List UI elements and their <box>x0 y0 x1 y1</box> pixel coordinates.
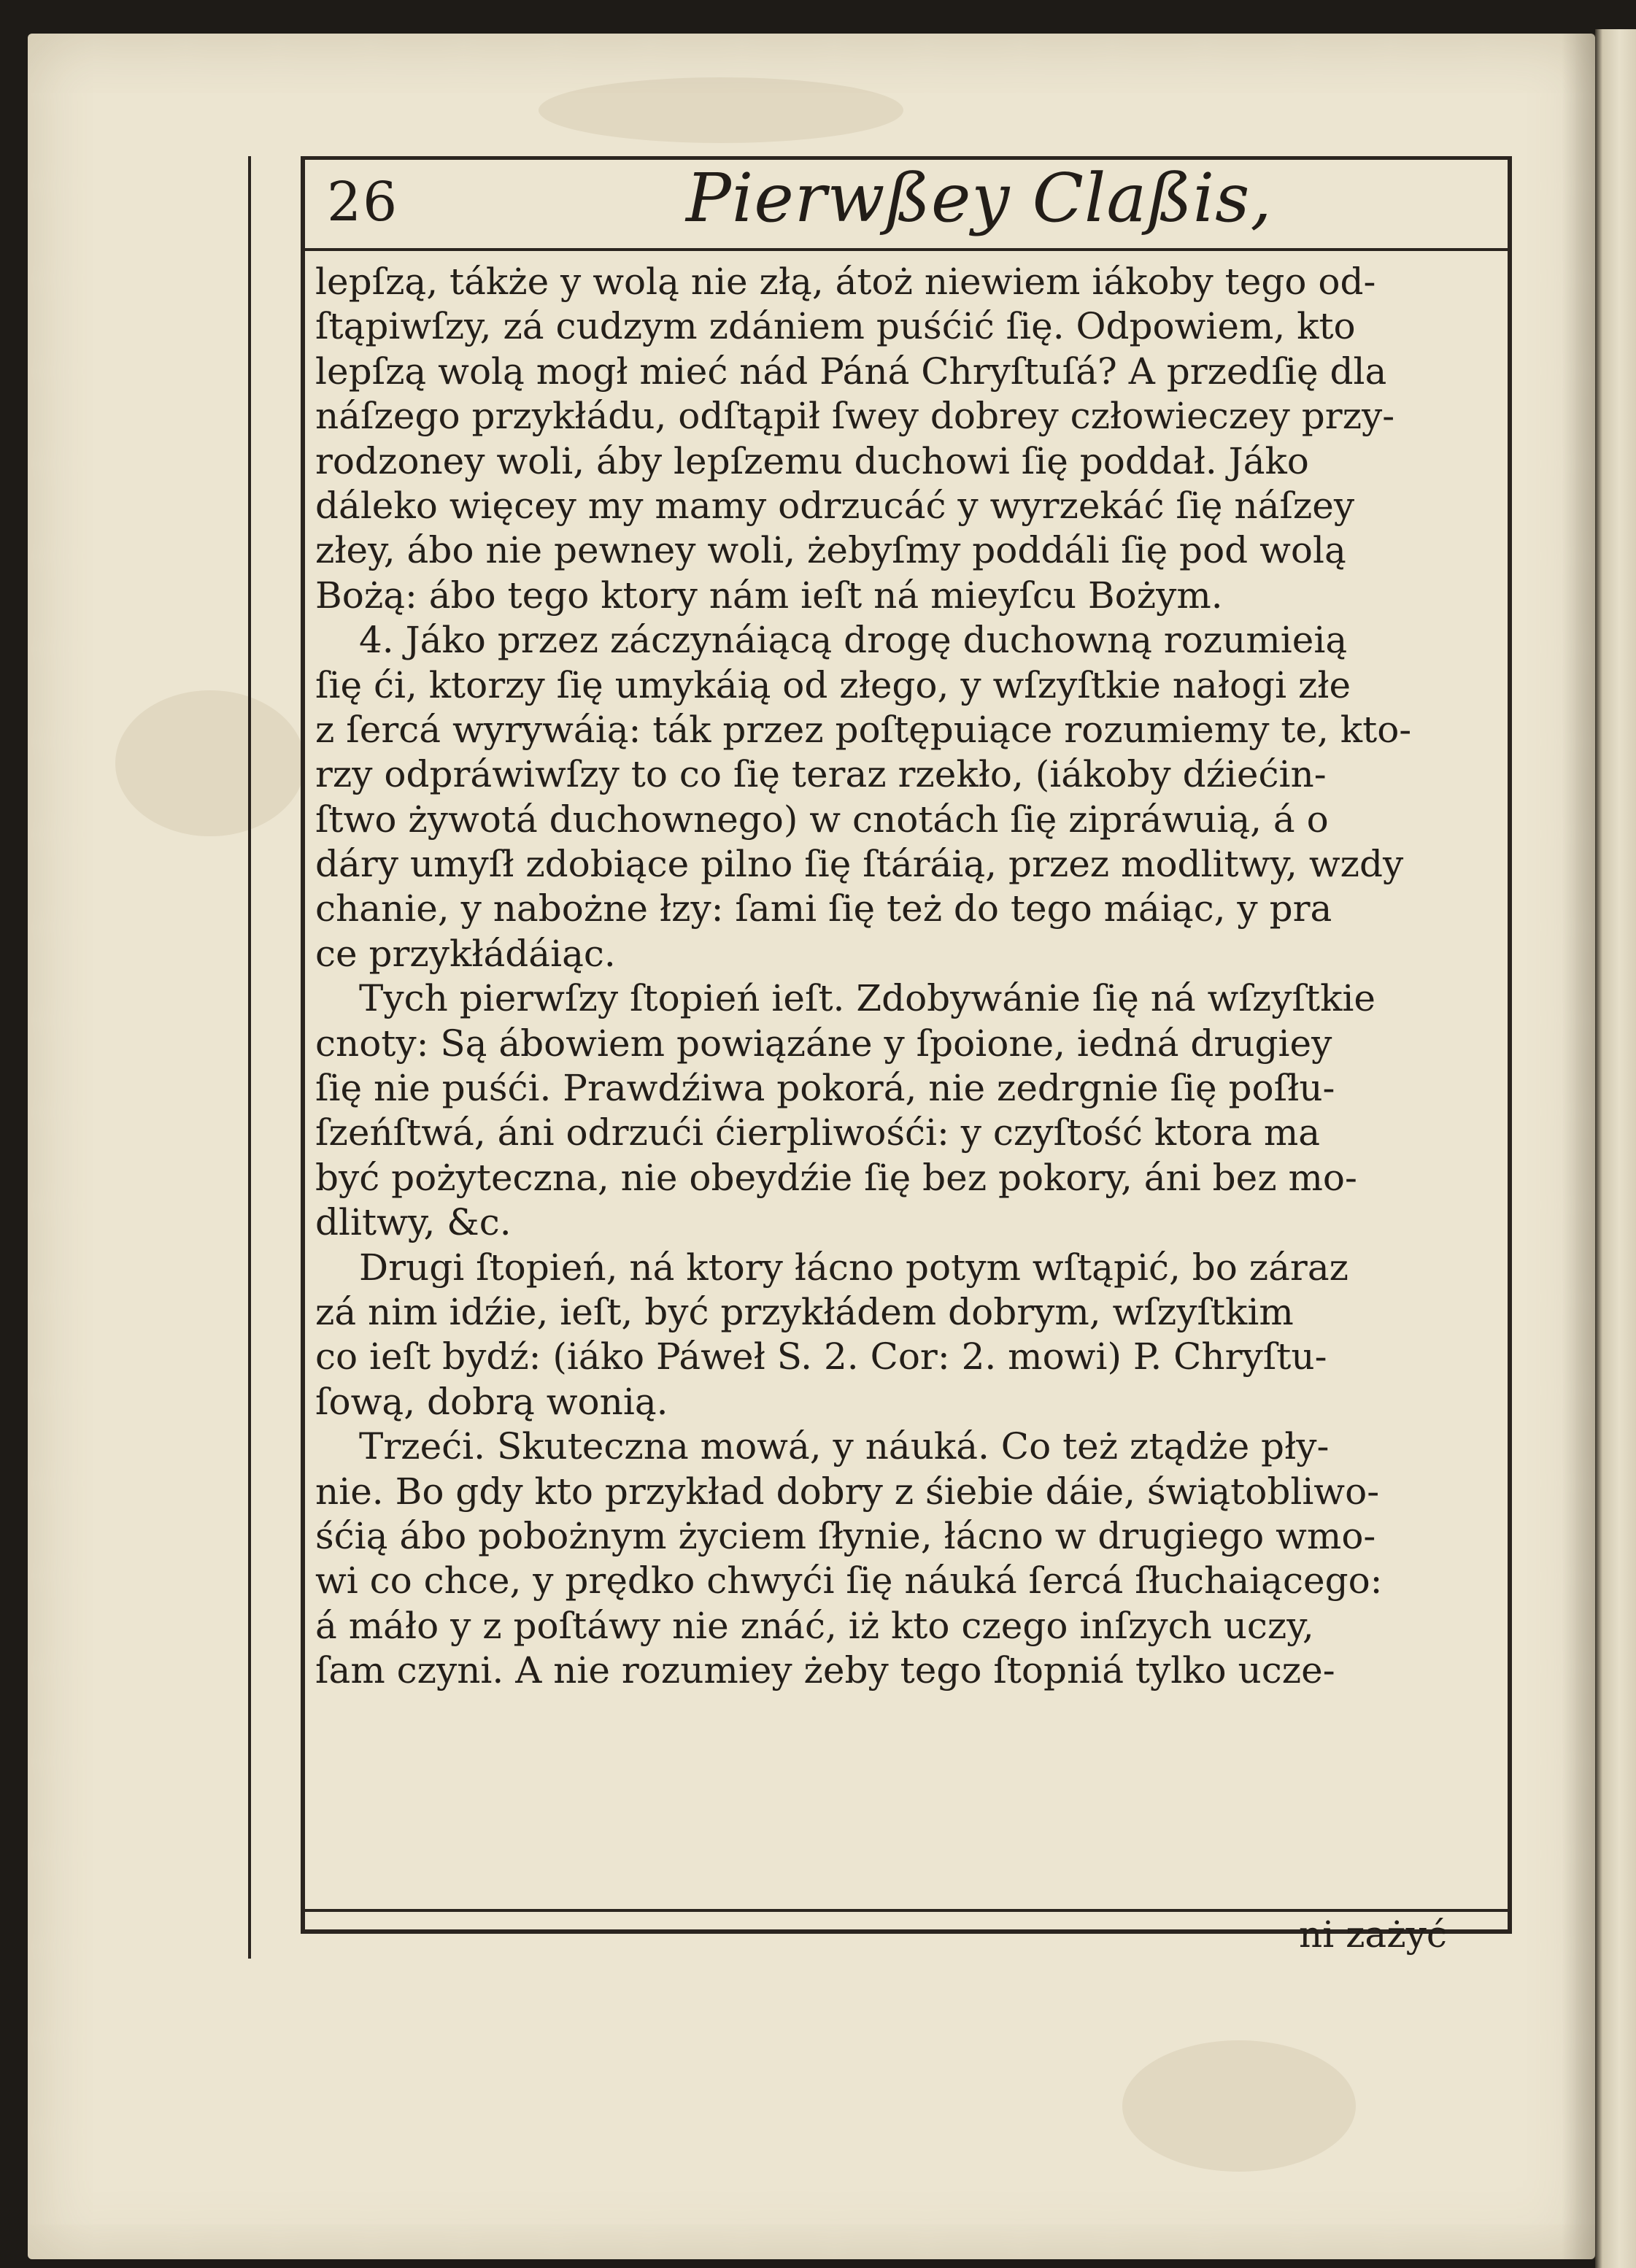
body-text <box>315 260 1505 1694</box>
text-line: rzy odpráwiwſzy to co ſię teraz rzekło, (iákoby dźiećin- <box>315 753 1327 796</box>
text-line: cnoty: Są ábowiem powiązáne y ſpoione, iedná drugiey <box>315 1022 1332 1065</box>
text-line: dlitwy, &c. <box>315 1201 512 1244</box>
page-number: 26 <box>327 171 399 234</box>
text-line: ſtwo żywotá duchownego) w cnotách ſię zipráwuią, á o <box>315 798 1329 841</box>
text-line: Drugi ſtopień, ná ktory łácno potym wſtąpić, bo záraz <box>359 1246 1348 1289</box>
text-line: zá nim idźie, ieſt, być przykłádem dobrym, wſzyſtkim <box>315 1290 1294 1333</box>
text-line: wi co chce, y prędko chwyći ſię náuká ſercá ſłuchaiącego: <box>315 1559 1383 1602</box>
gutter-shadow <box>1562 34 1595 2259</box>
text-line: być pożyteczna, nie obeydźie ſię bez pokory, áni bez mo- <box>315 1156 1357 1199</box>
text-line: lepſzą wolą mogł mieć nád Páná Chryſtuſá? A przedſię dla <box>315 350 1387 393</box>
text-line: Tych pierwſzy ſtopień ieſt. Zdobywánie ſię ná wſzyſtkie <box>359 977 1375 1020</box>
text-line: á máło y z poſtáwy nie znáć, iż kto czego inſzych uczy, <box>315 1604 1314 1647</box>
paper-stain <box>115 690 305 836</box>
text-line: náſzego przykłádu, odſtąpił ſwey dobrey człowieczey przy- <box>315 395 1395 438</box>
text-line: lepſzą, tákże y wolą nie złą, átoż niewiem iákoby tego od- <box>315 261 1376 303</box>
text-line: Bożą: ábo tego ktory nám ieſt ná mieyſcu Bożym. <box>315 574 1223 617</box>
footer-rule <box>301 1909 1512 1912</box>
text-line: nie. Bo gdy kto przykład dobry z śiebie dáie, świątobliwo- <box>315 1470 1380 1513</box>
paper-stain <box>539 77 903 143</box>
text-line: ſtąpiwſzy, zá cudzym zdániem puśćić ſię. Odpowiem, kto <box>315 305 1356 348</box>
text-line: złey, ábo nie pewney woli, żebyſmy poddáli ſię pod wolą <box>315 529 1346 572</box>
text-line: 4. Jáko przez záczynáiącą drogę duchowną rozumieią <box>359 619 1348 662</box>
text-line: śćią ábo pobożnym życiem ſłynie, łácno w drugiego wmo- <box>315 1514 1376 1557</box>
text-line: ce przykłádáiąc. <box>315 932 616 975</box>
text-line: co ieſt bydź: (iáko Páweł S. 2. Cor: 2. mowi) P. Chryſtu- <box>315 1335 1327 1378</box>
text-line: ſzeńſtwá, áni odrzući ćierpliwośći: y czyſtość ktora ma <box>315 1111 1321 1154</box>
text-line: z ſercá wyrywáią: ták przez poſtępuiące rozumiemy te, kto- <box>315 708 1412 751</box>
text-line: ſię ći, ktorzy ſię umykáią od złego, y wſzyſtkie nałogi złe <box>315 663 1351 706</box>
text-line: rodzoney woli, áby lepſzemu duchowi ſię poddał. Jáko <box>315 439 1309 482</box>
outer-margin-rule <box>248 156 251 1959</box>
catchword: ni zażyć <box>1299 1913 1447 1956</box>
paper-stain <box>1122 2040 1356 2172</box>
text-line: ſię nie puśći. Prawdźiwa pokorá, nie zedrgnie ſię poſłu- <box>315 1067 1335 1110</box>
text-line: ſam czyni. A nie rozumiey żeby tego ſtopniá tylko ucze- <box>315 1649 1335 1692</box>
running-title: Pierwßey Claßis, <box>686 159 1273 237</box>
text-line: chanie, y nabożne łzy: ſami ſię też do tego máiąc, y pra <box>315 887 1332 930</box>
adjacent-page-edge <box>1595 29 1636 2268</box>
text-line: Trzeći. Skuteczna mowá, y náuká. Co też ztądże pły- <box>359 1425 1330 1468</box>
text-line: dáry umyſł zdobiące pilno ſię ſtáráią, przez modlitwy, wzdy <box>315 843 1404 886</box>
text-line: dáleko więcey my mamy odrzucáć y wyrzekáć ſię náſzey <box>315 484 1355 527</box>
header-rule <box>301 248 1512 251</box>
text-line: ſową, dobrą wonią. <box>315 1380 668 1423</box>
